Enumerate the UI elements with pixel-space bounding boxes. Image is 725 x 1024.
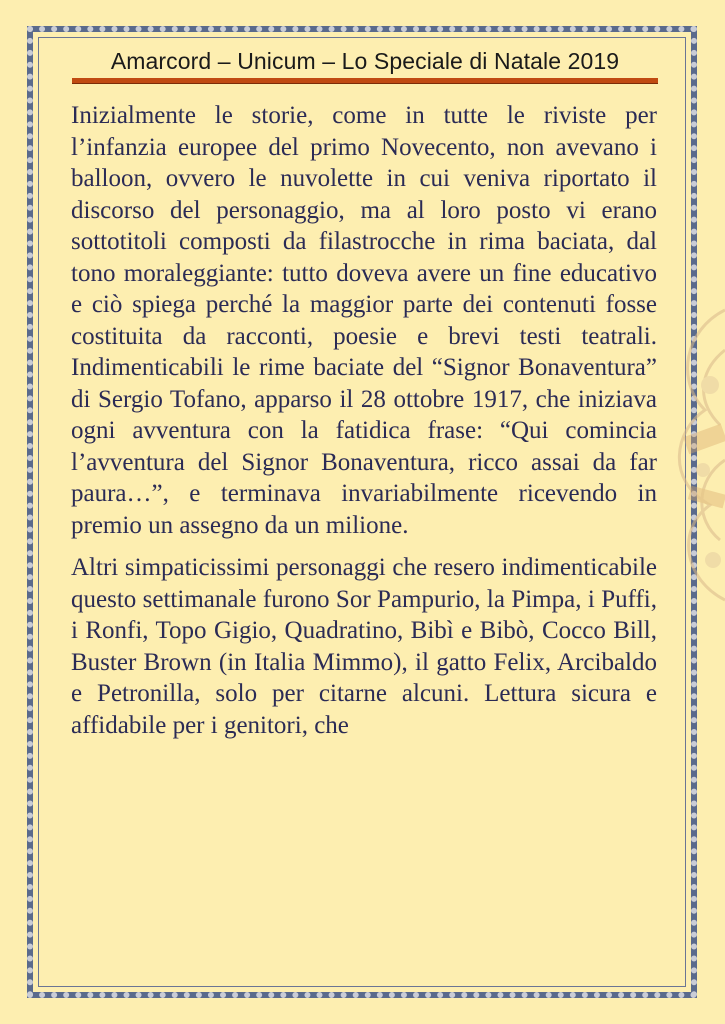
paragraph: Inizialmente le storie, come in tutte le riviste per l’infanzia europee del primo Novecento, non avevano i balloon, ovvero le nuvolette in cui veniva riportato il discorso del personaggio, ma al loro posto vi erano sottotitoli composti da filastrocche in rima baciata, dal tono moraleggiante: tutto doveva avere un fine educativo e ciò spiega perché la maggior parte dei contenuti fosse costituita da racconti, poesie e brevi testi teatrali. Indimenticabili le rime baciate del “Signor Bonaventura” di Sergio Tofano, apparso il 28 ottobre 1917, che iniziava ogni avventura con la fatidica frase: “Qui comincia l’avventura del Signor Bonaventura, ricco assai da far paura…”, e terminava invariabilmente ricevendo in premio un assegno da un milione.: [71, 102, 657, 539]
header-title: Amarcord – Unicum – Lo Speciale di Natale 2019: [110, 48, 620, 74]
article-body: [71, 100, 657, 741]
page-header: [72, 46, 658, 84]
paragraph: Altri simpaticissimi personaggi che resero indimenticabile questo settimanale furono Sor Pampurio, la Pimpa, i Puffi, i Ronfi, Topo Gigio, Quadratino, Bibì e Bibò, Cocco Bill, Buster Brown (in Italia Mimmo), il gatto Felix, Arcibaldo e Petronilla, solo per citarne alcuni. Lettura sicura e affidabile per i genitori, che: [71, 554, 657, 739]
header-divider: [72, 78, 658, 84]
